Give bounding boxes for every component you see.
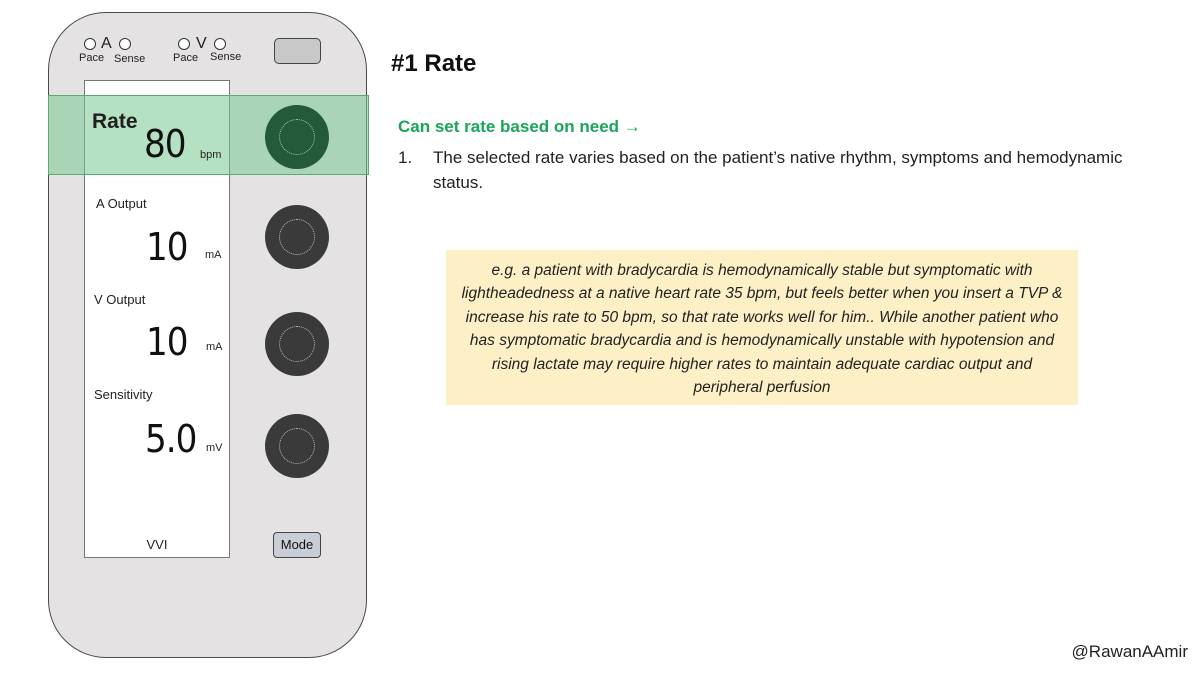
a-output-unit: mA	[205, 249, 222, 261]
v-sense-led	[214, 38, 226, 50]
subheading: Can set rate based on need →	[398, 117, 641, 136]
author-credit: @RawanAAmir	[1071, 642, 1188, 661]
a-output-knob[interactable]	[265, 205, 329, 269]
sensitivity-knob[interactable]	[265, 414, 329, 478]
a-chamber-label: A	[101, 35, 112, 52]
v-output-label: V Output	[94, 292, 146, 307]
top-button[interactable]	[274, 38, 321, 64]
a-sense-label: Sense	[114, 53, 146, 65]
a-sense-led	[119, 38, 131, 50]
v-sense-label: Sense	[210, 51, 242, 63]
list-text: The selected rate varies based on the patient’s native rhythm, symptoms and hemodynamic status.	[433, 148, 1123, 192]
list-number: 1.	[398, 148, 413, 167]
v-output-unit: mA	[206, 341, 223, 353]
sensitivity-value: 5.0	[145, 417, 197, 461]
example-note: e.g. a patient with bradycardia is hemodynamically stable but symptomatic with lightheadedness at a native heart rate 35 bpm, but feels better when you insert a TVP & increase his rate to 50 bpm, so that rate works well for him.. While another patient who has symptomatic bradycardia and is hemodynamically unstable with hypotension and rising lactate may require higher rates to maintain adequate cardiac output and peripheral perfusion	[446, 250, 1078, 405]
a-output-value: 10	[146, 225, 188, 269]
v-pace-led	[178, 38, 190, 50]
sensitivity-unit: mV	[206, 442, 223, 454]
sensitivity-label: Sensitivity	[94, 387, 153, 402]
a-output-label: A Output	[96, 196, 147, 211]
rate-value: 80	[144, 122, 186, 166]
rate-label: Rate	[92, 110, 138, 133]
mode-button[interactable]: Mode	[273, 532, 321, 558]
v-output-knob[interactable]	[265, 312, 329, 376]
rate-knob[interactable]	[265, 105, 329, 169]
a-pace-label: Pace	[79, 52, 105, 64]
v-chamber-label: V	[196, 35, 207, 52]
v-pace-label: Pace	[173, 52, 199, 64]
page-title: #1 Rate	[391, 50, 477, 77]
pacing-mode: VVI	[146, 537, 168, 552]
rate-unit: bpm	[200, 149, 222, 161]
v-output-value: 10	[146, 320, 188, 364]
a-pace-led	[84, 38, 96, 50]
